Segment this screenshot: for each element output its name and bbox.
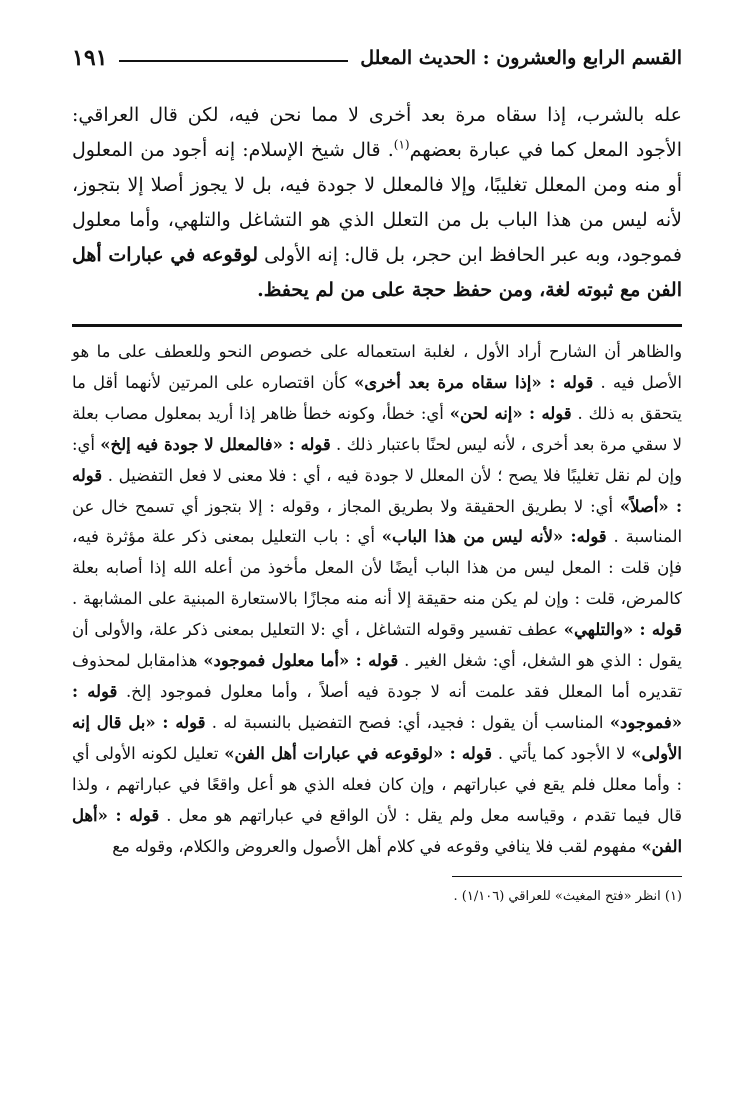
commentary-text: تعليل لكونه الأولى أي : وأما معلل فلم يقع في عباراتهم ، وإن كان فعله الذي هو أعل واقعًا في عباراتهم ، ولذا قال فيما تقدم ، وقياسه معل ولم يقل : لأن الواقع في عباراتهم هو معل . [72, 743, 682, 825]
page-number: ١٩١ [72, 45, 108, 71]
commentary-lemma: قوله : «بل قال إنه الأولى» [72, 712, 682, 763]
commentary-lemma: قوله : «أهل الفن» [72, 805, 682, 856]
commentary-text: أي: لا بطريق الحقيقة ولا بطريق المجاز ، وقوله : إلا بتجوز أي تسمح خال عن المناسبة . [72, 496, 683, 547]
commentary-lemma: قوله : «فموجود» [72, 681, 682, 732]
footnote-marker: (١) [393, 137, 410, 152]
commentary-paragraph [72, 337, 682, 862]
commentary-lemma: قوله: «لأنه ليس من هذا الباب» [381, 527, 607, 547]
header-rule [119, 60, 348, 62]
page-header [72, 40, 682, 76]
main-paragraph [72, 98, 682, 308]
commentary [72, 337, 682, 862]
main-last-line: لوقوعه في عبارات أهل الفن مع ثبوته لغة، ومن حفظ حجة على من لم يحفظ. [72, 244, 682, 301]
main-text [72, 98, 682, 308]
footnote-rule [452, 876, 682, 877]
commentary-text: لا الأجود كما يأتي . [492, 743, 632, 763]
commentary-text: أي: وإن لم نقل تغليبًا فلا يصح ؛ لأن المعلل لا جودة فيه ، أي : فلا معنى لا فعل التفضيل . [72, 434, 682, 485]
commentary-lemma: قوله : «أصلاً» [72, 465, 683, 516]
commentary-text: عطف تفسير وقوله التشاغل ، أي :لا التعليل بمعنى ذكر علة، والأولى أن يقول : الذي هو الشغل، أي: شغل الغير . [72, 620, 682, 671]
commentary-text: أي : باب التعليل بمعنى ذكر علة مؤثرة فيه، فإن قلت : المعل ليس من هذا الباب أيضًا لأن المعل مأخوذ من أعله الله إذا أصابه بعلة كالمرض، قلت : وإن لم يكن منه حقيقة إلا أنه منه مجازًا بالاستعارة المبنية على المشابهة . [72, 527, 682, 609]
commentary-lemma: قوله : «إذا سقاه مرة بعد أخرى» [354, 372, 594, 392]
commentary-text: المناسب أن يقول : فجيد، أي: فصح التفضيل بالنسبة له . [205, 712, 610, 732]
commentary-lemma: قوله : «لوقوعه في عبارات أهل الفن» [224, 743, 493, 763]
commentary-text: مفهوم لقب فلا ينافي وقوعه في كلام أهل الأصول والعروض والكلام، وقوله مع [112, 836, 642, 856]
commentary-lemma: قوله : «فالمعلل لا جودة فيه إلخ» [100, 434, 331, 454]
commentary-text: هذامقابل لمحذوف تقديره أما المعلل فقد علمت أنه لا جودة فيه أصلاً ، وأما معلول فموجود إلخ. [72, 651, 683, 701]
commentary-text: أي: خطأ، وكونه خطأ ظاهر إذا أريد بمعلول مصاب بعلة لا سقي مرة بعد أخرى ، لأنه ليس لحنًا باعتبار ذلك . [72, 403, 683, 454]
commentary-text: والظاهر أن الشارح أراد الأول ، لغلبة استعماله على خصوص النحو وللعطف على ما هو الأصل فيه . [72, 342, 682, 392]
commentary-text: كأن اقتصاره على المرتين لأنهما أقل ما يتحقق به ذلك . [72, 372, 682, 423]
main-body: عله بالشرب، إذا سقاه مرة بعد أخرى لا مما نحن فيه، لكن قال العراقي: الأجود المعل كما في عبارة بعضهم [72, 104, 682, 161]
text-separator-rule [72, 324, 682, 327]
running-head: القسم الرابع والعشرون : الحديث المعلل [360, 47, 682, 69]
commentary-lemma: قوله : «والتلهي» [563, 620, 682, 640]
main-body-cont: . قال شيخ الإسلام: إنه أجود من المعلول أو منه ومن المعلل تغليبًا، وإلا فالمعلل لا جودة فيه، بل لا يجوز أصلا إلا بتجوز، لأنه ليس من هذا الباب بل من التعلل الذي هو التشاغل والتلهي، وأما معلول فموجود، وبه عبر الحافظ ابن حجر، بل قال: إنه الأولى [72, 139, 683, 266]
book-page [72, 40, 682, 1070]
commentary-lemma: قوله : «أما معلول فموجود» [203, 651, 399, 671]
footnote: (١) انظر «فتح المغيث» للعراقي (١/١٠٦) . [453, 889, 682, 905]
commentary-lemma: قوله : «إنه لحن» [449, 403, 572, 423]
